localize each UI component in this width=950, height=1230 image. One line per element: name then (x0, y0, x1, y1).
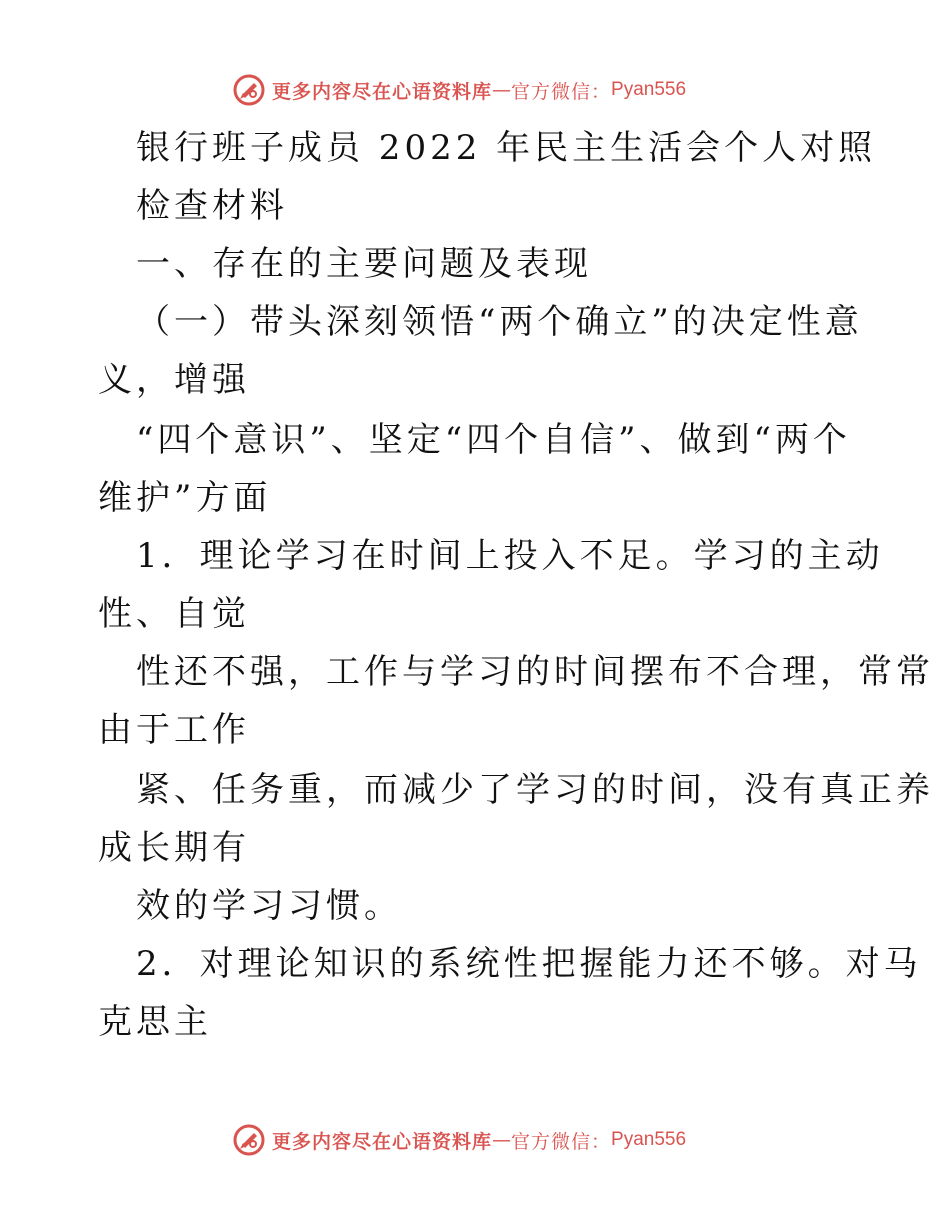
watermark-text: 更多内容尽在心语资料库 (272, 1130, 493, 1153)
watermark-dash: — (492, 79, 512, 101)
watermark-label: 官方微信： (511, 1130, 612, 1153)
paragraph-line: 由于工作 (98, 710, 250, 750)
paragraph-line: 1．理论学习在时间上投入不足。学习的主动 (136, 536, 884, 576)
header-watermark (232, 72, 686, 108)
subsection-heading-line-4: 维护”方面 (98, 478, 272, 518)
footer-watermark (232, 1122, 686, 1158)
paragraph-line: 成长期有 (98, 828, 250, 868)
watermark-dash: — (492, 1129, 512, 1151)
document-title-line-2: 检查材料 (136, 186, 288, 226)
paragraph-line: 克思主 (98, 1002, 212, 1042)
document-title-line-1: 银行班子成员 2022 年民主生活会个人对照 (136, 128, 877, 168)
watermark-label: 官方微信： (511, 80, 612, 103)
subsection-heading-line-1: （一）带头深刻领悟“两个确立”的决定性意 (136, 302, 863, 342)
paragraph-line: 效的学习习惯。 (136, 886, 402, 926)
logo-icon (232, 73, 266, 107)
paragraph-line: 性还不强，工作与学习的时间摆布不合理，常常 (136, 652, 934, 692)
subsection-heading-line-3: “四个意识”、坚定“四个自信”、做到“两个 (136, 420, 851, 460)
watermark-wechat-id: Pyan556 (611, 79, 687, 100)
subsection-heading-line-2: 义，增强 (98, 360, 250, 400)
watermark-wechat-id: Pyan556 (611, 1129, 687, 1150)
section-heading: 一、存在的主要问题及表现 (136, 244, 592, 284)
paragraph-line: 性、自觉 (98, 594, 250, 634)
paragraph-line: 2．对理论知识的系统性把握能力还不够。对马 (136, 944, 922, 984)
logo-icon (232, 1123, 266, 1157)
watermark-text: 更多内容尽在心语资料库 (272, 80, 493, 103)
paragraph-line: 紧、任务重，而减少了学习的时间，没有真正养 (136, 770, 934, 810)
